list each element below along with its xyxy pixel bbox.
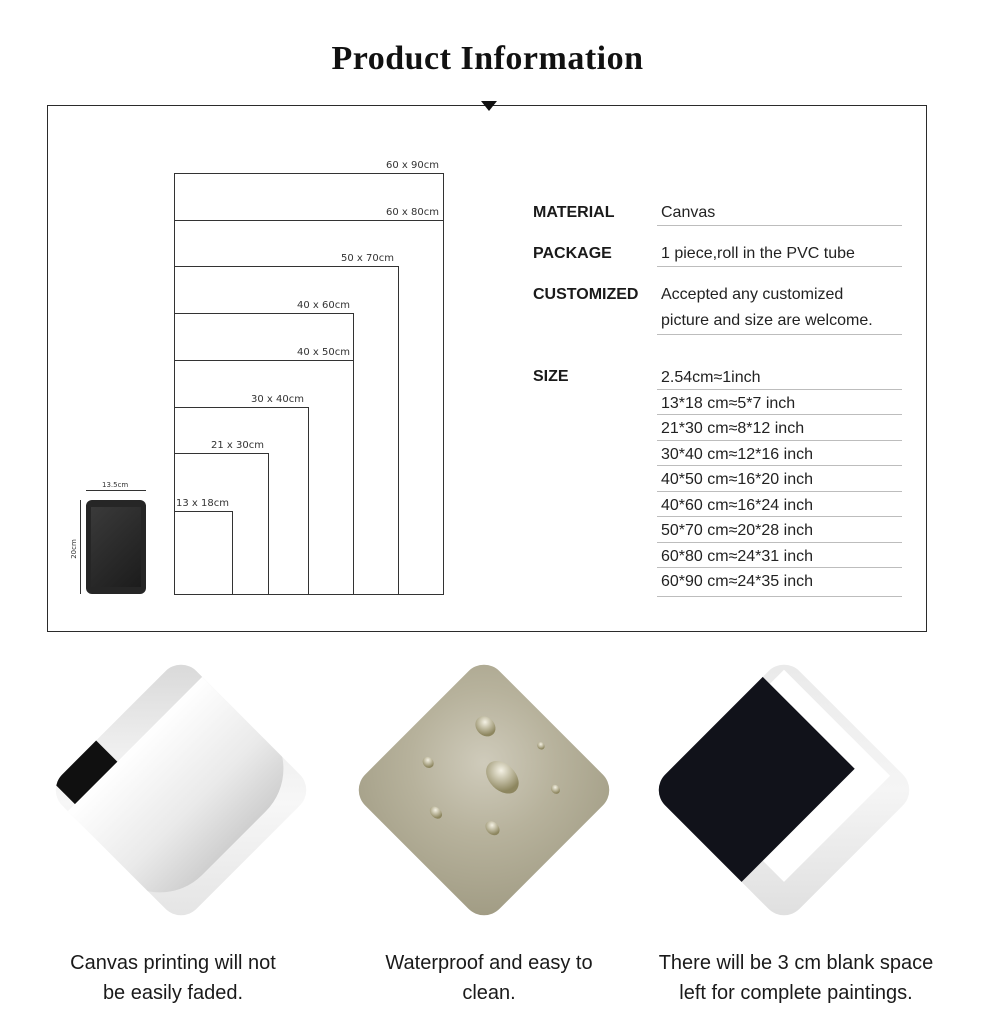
size-rect-13x18 [174,511,233,595]
divider [657,465,902,466]
spec-value-customized-line2: picture and size are welcome. [661,312,873,329]
spec-key-material: MATERIAL [533,204,615,221]
water-drop [549,783,562,796]
size-row: 40*60 cm≈16*24 inch [661,497,813,514]
caption-line: left for complete paintings. [679,982,913,1004]
divider [657,542,902,543]
arrow-down-icon [481,101,497,111]
divider [657,440,902,441]
size-label-21x30: 21 x 30cm [211,440,264,451]
divider [657,516,902,517]
divider [657,266,902,267]
divider [657,414,902,415]
tablet-height-label: 20cm [69,539,78,559]
size-row: 50*70 cm≈20*28 inch [661,522,813,539]
page-title: Product Information [331,40,644,77]
water-drop [420,755,436,771]
feature-caption-blank-space [641,948,951,1008]
spec-key-customized: CUSTOMIZED [533,286,639,303]
water-drop [480,755,525,800]
divider [657,389,902,390]
size-row: 60*80 cm≈24*31 inch [661,548,813,565]
size-row: 30*40 cm≈12*16 inch [661,446,813,463]
canvas-curl [61,670,308,917]
size-label-13x18: 13 x 18cm [176,498,229,509]
divider [657,567,902,568]
size-label-30x40: 30 x 40cm [251,394,304,405]
size-label-50x70: 50 x 70cm [341,253,394,264]
tablet-height-dimension [80,500,81,594]
size-label-60x90: 60 x 90cm [386,160,439,171]
black-canvas-back [650,670,855,889]
tablet-width-label: 13.5cm [102,481,129,489]
caption-line: Canvas printing will not [70,952,276,974]
size-row: 40*50 cm≈16*20 inch [661,471,813,488]
feature-caption-waterproof [349,948,629,1008]
divider [657,334,902,335]
tablet-width-dimension [86,490,146,491]
spec-key-size: SIZE [533,368,569,385]
caption-line: be easily faded. [102,982,244,1004]
waterproof-drops-image [350,656,619,925]
tablet-icon [86,500,146,594]
divider [657,596,902,597]
divider [657,491,902,492]
spec-value-customized-line1: Accepted any customized [661,286,844,303]
size-label-60x80: 60 x 80cm [386,207,439,218]
size-row: 2.54cm≈1inch [661,369,761,386]
caption-line: clean. [462,982,516,1004]
caption-line: There will be 3 cm blank space [658,952,934,974]
size-row: 21*30 cm≈8*12 inch [661,420,805,437]
water-drop [427,804,444,821]
water-drop [471,712,499,740]
spec-key-package: PACKAGE [533,245,612,262]
size-label-40x50: 40 x 50cm [297,347,350,358]
canvas-roll-image [47,656,316,925]
size-row: 13*18 cm≈5*7 inch [661,395,796,412]
divider [657,225,902,226]
tablet-screen [91,507,141,587]
feature-caption-faded [33,948,313,1008]
spec-value-material: Canvas [661,204,716,221]
caption-line: Waterproof and easy to [385,952,593,974]
blank-border-image [650,656,919,925]
water-drop [483,818,503,838]
size-row: 60*90 cm≈24*35 inch [661,573,813,590]
spec-value-package: 1 piece,roll in the PVC tube [661,245,855,262]
water-drop [536,741,547,752]
size-label-40x60: 40 x 60cm [297,300,350,311]
